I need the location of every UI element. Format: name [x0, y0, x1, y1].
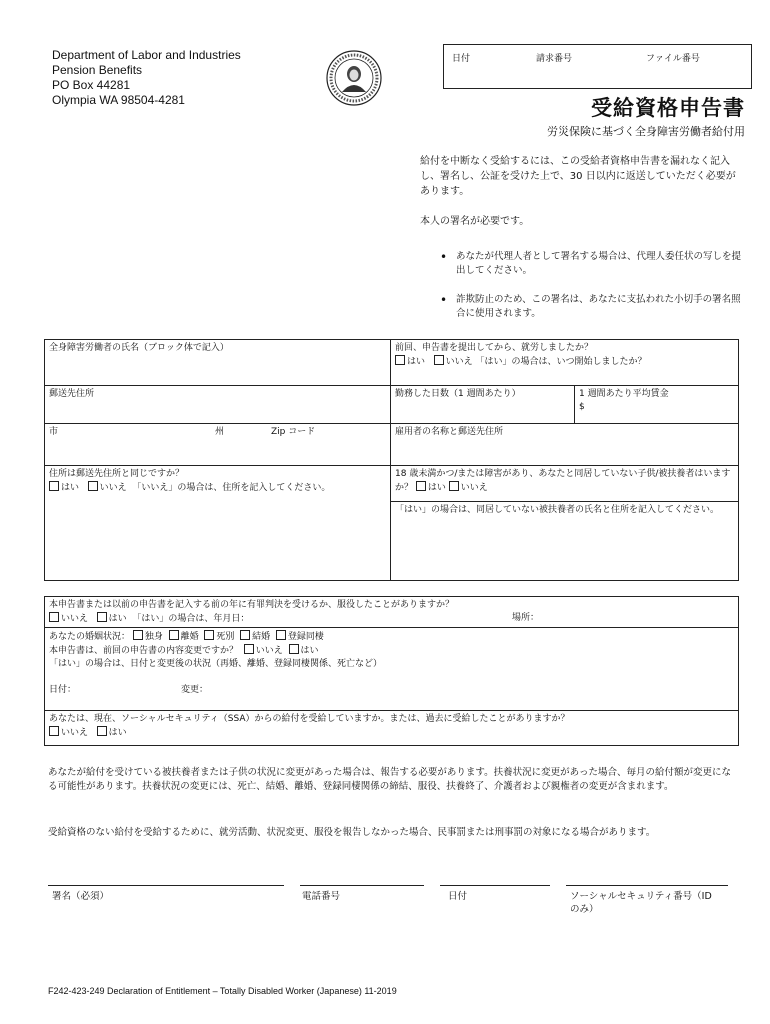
residence-no-checkbox[interactable]	[88, 481, 98, 491]
marital-partnership-checkbox[interactable]	[276, 630, 286, 640]
office-date-label: 日付	[452, 54, 471, 64]
city-label: 市	[49, 427, 59, 437]
date-line[interactable]	[440, 885, 550, 886]
marital-question: あなたの婚姻状況：	[49, 632, 131, 642]
employer-label: 雇用者の名称と郵送先住所	[395, 427, 504, 437]
dependents-note: 「はい」の場合は、同居していない被扶養者の氏名と住所を記入してください。	[395, 505, 720, 515]
conviction-field	[44, 596, 739, 628]
address-line: Department of Labor and Industries	[52, 48, 241, 62]
agency-address	[52, 48, 241, 108]
mailing-address-label: 郵送先住所	[49, 389, 95, 399]
conviction-date-label: 「はい」の場合は、年月日：	[132, 614, 250, 624]
penalty-notice: 受給資格のない給付を受給するために、就労活動、状況変更、服役を報告しなかった場合、民事罰または刑事罰の対象になる場合があります。	[48, 827, 656, 838]
dependents-no-checkbox[interactable]	[449, 481, 459, 491]
marital-option-label: 結婚	[252, 632, 271, 642]
work-note: 「はい」の場合は、いつ開始しましたか？	[475, 357, 647, 367]
ssa-yes-label: はい	[108, 728, 127, 738]
change-question: 本申告書は、前回の申告書の内容変更ですか？	[49, 646, 239, 656]
address-line: Pension Benefits	[52, 63, 143, 77]
work-no-checkbox[interactable]	[434, 355, 444, 365]
signature-line[interactable]	[48, 885, 284, 886]
ssn-line[interactable]	[566, 885, 728, 886]
work-question: 前回、申告書を提出してから、就労しましたか？	[395, 343, 594, 353]
weekly-wage-field[interactable]	[574, 385, 739, 424]
office-use-box	[443, 44, 752, 89]
state-label: 州	[215, 427, 225, 437]
work-yes-checkbox[interactable]	[395, 355, 405, 365]
conviction-place-label: 場所：	[512, 613, 540, 623]
wage-currency: $	[579, 402, 585, 412]
address-line: PO Box 44281	[52, 78, 131, 92]
marital-married-checkbox[interactable]	[240, 630, 250, 640]
dependents-question: 18 歳未満かつ/または障害があり、あなたと同居していない子供/被扶養者はいますか？	[395, 469, 731, 493]
address-line: Olympia WA 98504-4281	[52, 93, 185, 107]
marital-option-label: 独身	[144, 632, 163, 642]
conviction-yes-checkbox[interactable]	[97, 612, 107, 622]
conviction-yes-label: はい	[108, 614, 127, 624]
dependents-field	[390, 465, 739, 502]
intro-text	[420, 154, 745, 244]
change-date-label: 日付：	[49, 685, 77, 695]
residence-note: 「いいえ」の場合は、住所を記入してください。	[132, 483, 331, 493]
marital-option-label: 登録同棲	[287, 632, 324, 642]
change-yes-label: はい	[300, 646, 319, 656]
work-yes-label: はい	[407, 357, 426, 367]
office-claim-label: 請求番号	[536, 54, 573, 64]
change-no-label: いいえ	[255, 646, 283, 656]
intro-paragraph: 給付を中断なく受給するには、この受給者資格申告書を漏れなく記入し、署名し、公証を受けた上で、30 日以内に返送していただく必要があります。	[420, 156, 736, 197]
phone-label: 電話番号	[302, 891, 341, 902]
dependent-change-notice: あなたが給付を受けている被扶養者または子供の状況に変更があった場合は、報告する必要があります。扶養状況に変更があった場合、毎月の給付額が変更になる可能性があります。扶養状況の変更には、死亡、結婚、離婚、登録同棲関係の締結、服役、扶養終了、介護者および親権者の変更が含まれます。	[48, 767, 732, 792]
work-no-label: いいえ	[445, 357, 473, 367]
change-no-checkbox[interactable]	[244, 644, 254, 654]
signature-label: 署名（必須）	[52, 891, 110, 902]
hours-worked-field[interactable]	[390, 385, 575, 424]
ssa-no-label: いいえ	[61, 728, 89, 738]
page-title: 受給資格申告書	[591, 96, 745, 120]
weekly-wage-label: 1 週間あたり平均賃金	[579, 389, 669, 399]
residence-field	[44, 465, 391, 581]
dependents-detail-field[interactable]	[390, 501, 739, 581]
conviction-no-checkbox[interactable]	[49, 612, 59, 622]
conviction-no-label: いいえ	[61, 614, 89, 624]
marital-option-label: 離婚	[180, 632, 199, 642]
residence-yes-checkbox[interactable]	[49, 481, 59, 491]
residence-no-label: いいえ	[99, 483, 127, 493]
ssn-label: ソーシャルセキュリティ番号（ID のみ）	[570, 891, 712, 915]
mailing-address-field[interactable]	[44, 385, 391, 424]
employer-field[interactable]	[390, 423, 739, 466]
hours-worked-label: 勤務した日数（1 週間あたり）	[395, 389, 521, 399]
dependents-no-label: いいえ	[460, 483, 488, 493]
sign-date-label: 日付	[448, 891, 468, 902]
ssa-question: あなたは、現在、ソーシャルセキュリティ（SSA）からの給付を受給していますか。または、過去に受給したことがありますか？	[49, 714, 570, 724]
phone-line[interactable]	[300, 885, 424, 886]
state-seal-icon	[326, 50, 382, 106]
marital-option-label: 死別	[216, 632, 235, 642]
work-since-field	[390, 339, 739, 386]
marital-single-checkbox[interactable]	[133, 630, 143, 640]
office-portfolio-label: ファイル番号	[646, 54, 700, 64]
marital-divorced-checkbox[interactable]	[169, 630, 179, 640]
ssa-yes-checkbox[interactable]	[97, 726, 107, 736]
worker-name-field[interactable]	[44, 339, 391, 386]
bullet-item: • 詐欺防止のため、この署名は、あなたに支払われた小切手の署名照合に使用されます。	[438, 293, 743, 321]
marital-widowed-checkbox[interactable]	[204, 630, 214, 640]
form-footer: F242-423-249 Declaration of Entitlement – Totally Disabled Worker (Japanese) 11-2019	[48, 986, 397, 996]
intro-bullets	[438, 250, 743, 336]
residence-question: 住所は郵送先住所と同じですか？	[49, 469, 185, 479]
dependents-yes-checkbox[interactable]	[416, 481, 426, 491]
page-subtitle: 労災保険に基づく全身障害労働者給付用	[547, 125, 745, 138]
marital-status-field	[44, 627, 739, 711]
change-yes-checkbox[interactable]	[289, 644, 299, 654]
conviction-question: 本申告書または以前の申告書を記入する前の年に有罪判決を受けるか、服役したことがありますか？	[49, 600, 455, 610]
residence-yes-label: はい	[61, 483, 80, 493]
change-changed-label: 変更：	[181, 685, 209, 695]
zip-label: Zip コード	[271, 427, 316, 437]
city-state-zip-field[interactable]	[44, 423, 391, 466]
change-note: 「はい」の場合は、日付と変更後の状況（再婚、離婚、登録同棲関係、死亡など）	[49, 659, 383, 669]
dependents-yes-label: はい	[427, 483, 446, 493]
signature-required-note: 本人の署名が必要です。	[420, 216, 530, 227]
ssa-no-checkbox[interactable]	[49, 726, 59, 736]
ssa-field	[44, 710, 739, 746]
bullet-item: • あなたが代理人者として署名する場合は、代理人委任状の写しを提出してください。	[438, 250, 743, 278]
worker-name-label: 全身障害労働者の氏名（ブロック体で記入）	[49, 343, 229, 353]
